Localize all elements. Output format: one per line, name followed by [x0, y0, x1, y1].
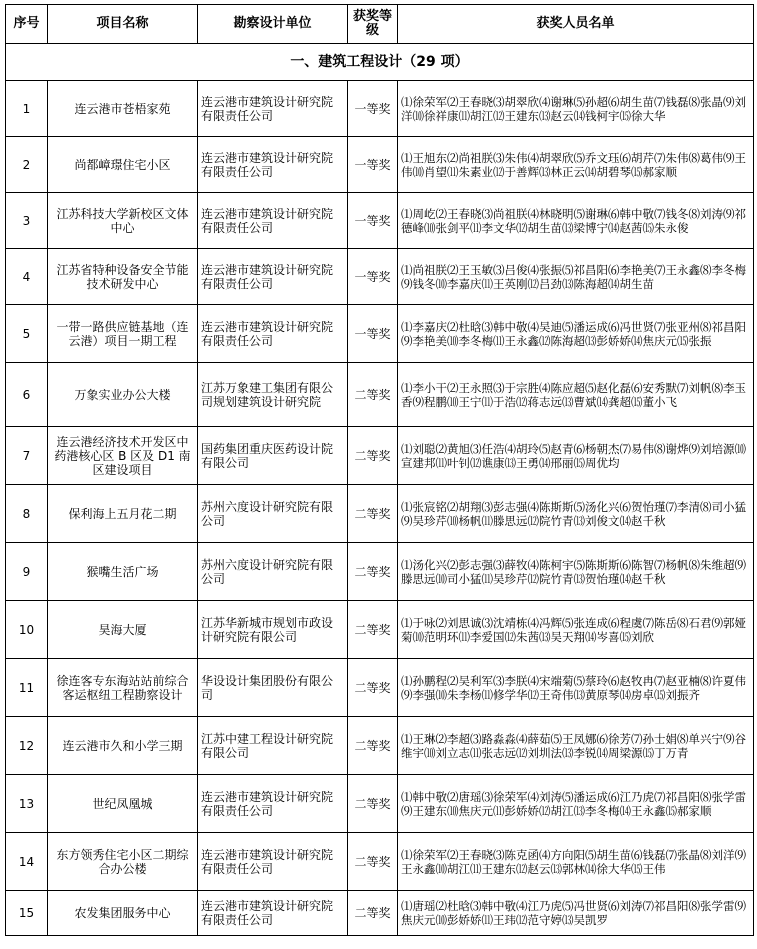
awardee-list: ⑴王旭东⑵尚祖朕⑶朱伟⑷胡翠欣⑸乔文珏⑹胡芹⑺朱伟⑻葛伟⑼王伟⑽肖望⑾朱素业⑿于善辉⒀林正云⒁胡碧琴⒂郝家顺 [398, 137, 754, 193]
row-index: 11 [6, 659, 48, 717]
table-row [6, 427, 754, 485]
design-unit: 连云港市建筑设计研究院有限责任公司 [198, 775, 348, 833]
table-row [6, 81, 754, 137]
awardee-list: ⑴唐瑶⑵杜晗⑶韩中敬⑷江乃虎⑸冯世贤⑹刘涛⑺祁昌阳⑻张学雷⑼焦庆元⑽彭娇娇⑾王玮⑿范守婷⒀吴凯罗 [398, 891, 754, 936]
header-award: 获奖等级 [348, 5, 398, 44]
project-name: 农发集团服务中心 [48, 891, 198, 936]
award-level: 一等奖 [348, 193, 398, 249]
table-row [6, 891, 754, 936]
award-level: 一等奖 [348, 305, 398, 363]
project-name: 徐连客专东海站站前综合客运枢纽工程勘察设计 [48, 659, 198, 717]
awardee-list: ⑴韩中敬⑵唐瑶⑶徐荣军⑷刘涛⑸潘运成⑹江乃虎⑺祁昌阳⑻张学雷⑼王建东⑽焦庆元⑾彭娇娇⑿胡江⒀李冬梅⒁王永鑫⒂郝家顺 [398, 775, 754, 833]
awardee-list: ⑴周屹⑵王春晓⑶尚祖朕⑷林晓明⑸谢琳⑹韩中敬⑺钱冬⑻刘涛⑼祁德峰⑽张剑平⑾李文华⑿胡生苗⒀梁博宁⒁赵茜⒂朱永俊 [398, 193, 754, 249]
header-people: 获奖人员名单 [398, 5, 754, 44]
row-index: 7 [6, 427, 48, 485]
table-row [6, 305, 754, 363]
awardee-list: ⑴张宸铭⑵胡翔⑶彭志强⑷陈斯斯⑸汤化兴⑹贺怡瑾⑺李清⑻司小猛⑼吴珍芹⑽杨帆⑾滕思远⑿院竹青⒀刘俊文⒁赵千秋 [398, 485, 754, 543]
project-name: 昊海大厦 [48, 601, 198, 659]
table-row [6, 833, 754, 891]
project-name: 世纪凤凰城 [48, 775, 198, 833]
design-unit: 江苏万象建工集团有限公司规划建筑设计研究院 [198, 363, 348, 427]
project-name: 连云港市苍梧家苑 [48, 81, 198, 137]
award-level: 二等奖 [348, 601, 398, 659]
awardee-list: ⑴李嘉庆⑵杜晗⑶韩中敬⑷吴迪⑸潘运成⑹冯世贤⑺张亚州⑻祁昌阳⑼李艳美⑽李冬梅⑾王永鑫⑿陈海超⒀彭娇娇⒁焦庆元⒂张振 [398, 305, 754, 363]
header-name: 项目名称 [48, 5, 198, 44]
header-idx: 序号 [6, 5, 48, 44]
design-unit: 江苏华新城市规划市政设计研究院有限公司 [198, 601, 348, 659]
award-level: 二等奖 [348, 717, 398, 775]
project-name: 保利海上五月花二期 [48, 485, 198, 543]
award-level: 二等奖 [348, 543, 398, 601]
table-row [6, 775, 754, 833]
awardee-list: ⑴徐荣军⑵王春晓⑶胡翠欣⑷谢琳⑸孙超⑹胡生苗⑺钱磊⑻张晶⑼刘洋⑽徐祥康⑾胡江⑿王建东⒀赵云⒁钱柯宇⒂徐大华 [398, 81, 754, 137]
table-row [6, 485, 754, 543]
section-title: 一、建筑工程设计（29 项） [6, 44, 754, 81]
header-row [6, 5, 754, 44]
design-unit: 苏州六度设计研究院有限公司 [198, 485, 348, 543]
project-name: 一带一路供应链基地（连云港）项目一期工程 [48, 305, 198, 363]
row-index: 6 [6, 363, 48, 427]
awardee-list: ⑴刘聪⑵黄旭⑶任浩⑷胡玲⑸赵青⑹杨朝杰⑺易伟⑻谢烨⑼刘培源⑽宣建邦⑾叶钊⑿谯康⒀王勇⒁邢丽⒂周优均 [398, 427, 754, 485]
table-row [6, 601, 754, 659]
table-row [6, 193, 754, 249]
project-name: 连云港市久和小学三期 [48, 717, 198, 775]
table-row [6, 717, 754, 775]
section-row [6, 44, 754, 81]
row-index: 13 [6, 775, 48, 833]
awardee-list: ⑴孙鹏程⑵吴利军⑶李朕⑷宋端菊⑸蔡玲⑹赵牧冉⑺赵亚楠⑻许夏伟⑼李强⑽朱李杨⑾修学华⑿王奇伟⒀黄原琴⒁房卓⒂刘振齐 [398, 659, 754, 717]
awardee-list: ⑴王琳⑵李超⑶路淼淼⑷薛茹⑸王凤娜⑹徐芳⑺孙士娟⑻单兴宁⑼谷维宇⑽刘立志⑾张志远⑿刘圳法⒀李锐⒁周梁源⒂丁万青 [398, 717, 754, 775]
row-index: 2 [6, 137, 48, 193]
awardee-list: ⑴尚祖朕⑵王玉敏⑶吕俊⑷张振⑸祁昌阳⑹李艳美⑺王永鑫⑻李冬梅⑼钱冬⑽李嘉庆⑾王英刚⑿吕劲⒀陈海超⒁胡生苗 [398, 249, 754, 305]
project-name: 连云港经济技术开发区中药港核心区 B 区及 D1 南区建设项目 [48, 427, 198, 485]
row-index: 14 [6, 833, 48, 891]
row-index: 4 [6, 249, 48, 305]
design-unit: 国药集团重庆医药设计院有限公司 [198, 427, 348, 485]
project-name: 尚都嶂璟住宅小区 [48, 137, 198, 193]
award-level: 二等奖 [348, 775, 398, 833]
award-level: 一等奖 [348, 249, 398, 305]
table-row [6, 249, 754, 305]
award-level: 一等奖 [348, 81, 398, 137]
design-unit: 华设设计集团股份有限公司 [198, 659, 348, 717]
project-name: 江苏科技大学新校区文体中心 [48, 193, 198, 249]
row-index: 3 [6, 193, 48, 249]
awardee-list: ⑴徐荣军⑵王春晓⑶陈克函⑷方向阳⑸胡生苗⑹钱磊⑺张晶⑻刘洋⑼王永鑫⑽胡江⑾王建东⑿赵云⒀郭林⒁徐大华⒂王伟 [398, 833, 754, 891]
project-name: 猴嘴生活广场 [48, 543, 198, 601]
row-index: 5 [6, 305, 48, 363]
awardee-list: ⑴于咏⑵刘思诚⑶沈靖栋⑷冯辉⑸张连成⑹程虞⑺陈岳⑻石君⑼郭娅菊⑽范明环⑾李爱国⑿朱茜⒀吴天翔⒁岑喜⒂刘欣 [398, 601, 754, 659]
awardee-list: ⑴李小干⑵王永照⑶于宗胜⑷陈应超⑸赵化磊⑹安秀默⑺刘帆⑻李玉香⑼程鹏⑽王宁⑾于浩⑿蒋志远⒀曹斌⒁龚超⒂董小飞 [398, 363, 754, 427]
project-name: 东方领秀住宅小区二期综合办公楼 [48, 833, 198, 891]
design-unit: 江苏中建工程设计研究院有限公司 [198, 717, 348, 775]
design-unit: 连云港市建筑设计研究院有限责任公司 [198, 891, 348, 936]
row-index: 12 [6, 717, 48, 775]
design-unit: 连云港市建筑设计研究院有限责任公司 [198, 249, 348, 305]
award-level: 二等奖 [348, 891, 398, 936]
design-unit: 连云港市建筑设计研究院有限责任公司 [198, 81, 348, 137]
row-index: 1 [6, 81, 48, 137]
award-level: 二等奖 [348, 833, 398, 891]
award-level: 一等奖 [348, 137, 398, 193]
project-name: 江苏省特种设备安全节能技术研发中心 [48, 249, 198, 305]
table-row [6, 137, 754, 193]
header-unit: 勘察设计单位 [198, 5, 348, 44]
row-index: 8 [6, 485, 48, 543]
table-row [6, 659, 754, 717]
table-row [6, 363, 754, 427]
design-unit: 连云港市建筑设计研究院有限责任公司 [198, 833, 348, 891]
project-name: 万象实业办公大楼 [48, 363, 198, 427]
award-level: 二等奖 [348, 427, 398, 485]
table-row [6, 543, 754, 601]
award-table [5, 4, 754, 936]
design-unit: 苏州六度设计研究院有限公司 [198, 543, 348, 601]
award-level: 二等奖 [348, 659, 398, 717]
design-unit: 连云港市建筑设计研究院有限责任公司 [198, 305, 348, 363]
awardee-list: ⑴汤化兴⑵彭志强⑶薛牧⑷陈柯宇⑸陈斯斯⑹陈智⑺杨帆⑻朱维超⑼滕思远⑽司小猛⑾吴珍芹⑿院竹青⒀贺怡瑾⒁赵千秋 [398, 543, 754, 601]
award-level: 二等奖 [348, 485, 398, 543]
row-index: 9 [6, 543, 48, 601]
design-unit: 连云港市建筑设计研究院有限责任公司 [198, 137, 348, 193]
design-unit: 连云港市建筑设计研究院有限责任公司 [198, 193, 348, 249]
award-level: 二等奖 [348, 363, 398, 427]
row-index: 10 [6, 601, 48, 659]
row-index: 15 [6, 891, 48, 936]
